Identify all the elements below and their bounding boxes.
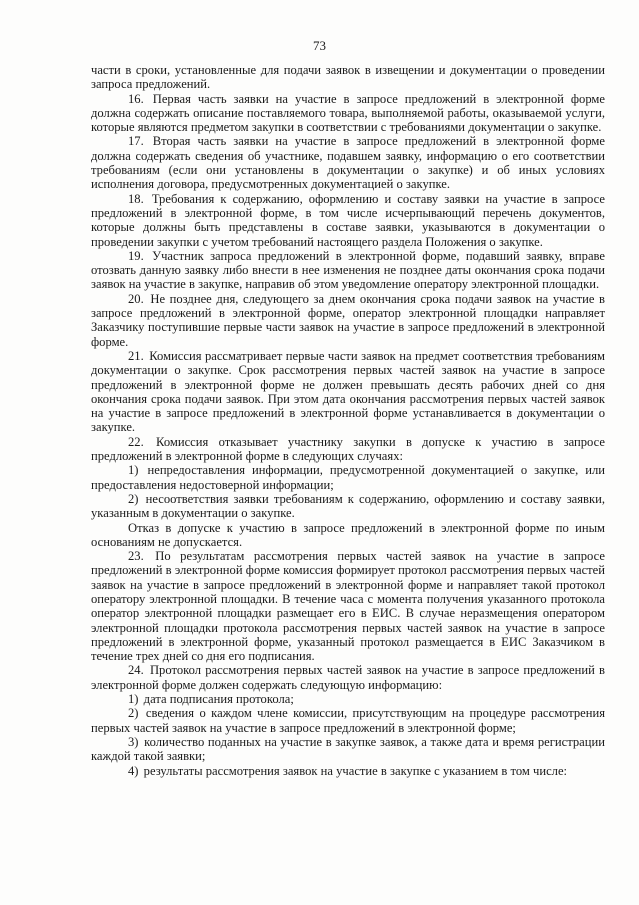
paragraph-text: части в сроки, установленные для подачи заявок в извещении и документации о проведении запроса предложений. <box>91 63 605 92</box>
paragraph-number: 20. <box>128 291 144 306</box>
list-item <box>91 764 605 778</box>
list-item-number: 4) <box>128 763 139 778</box>
list-item-text: дата подписания протокола; <box>143 692 294 707</box>
paragraph-20 <box>91 292 605 349</box>
paragraph-text: Требования к содержанию, оформлению и составу заявки на участие в запросе предложений в электронной форме, в том числе исчерпывающий перечень документов, которые должны быть представлены в составе заявки, указываются в документации о проведении закупки с учетом требований настоящего раздела Положения о закупке. <box>91 191 605 249</box>
paragraph-text: Первая часть заявки на участие в запросе предложений в электронной форме должна содержать описание поставляемого товара, выполняемой работы, оказываемой услуги, которые являются предметом закупки в соответствии с требованиями документации о закупке. <box>91 91 605 135</box>
paragraph-text: По результатам рассмотрения первых частей заявок на участие в запросе предложений в электронной форме комиссия формирует протокол рассмотрения первых частей заявок на участие в запросе предложений в электронной форме и направляет такой протокол оператору электронной площадки. В течение часа с момента получения указанного протокола оператор электронной площадки размещает его в ЕИС. В случае неразмещения оператором электронной площадки протокола рассмотрения первых частей заявок на участие в запросе предложений в электронной форме, указанный протокол размещается в ЕИС Заказчиком в течение трех дней со дня его подписания. <box>91 549 605 664</box>
paragraph-refusal-note <box>91 521 605 550</box>
list-item-number: 2) <box>128 491 139 506</box>
paragraph-text: Вторая часть заявки на участие в запросе предложений в электронной форме должна содержать сведения об участнике, подавшем заявку, информацию о его соответствии требованиям (если они установлены в документации о закупке) и об иных условиях исполнения договора, предусмотренных документацией о закупке. <box>91 134 605 192</box>
paragraph-text: Участник запроса предложений в электронной форме, подавший заявку, вправе отозвать данную заявку либо внести в нее изменения не позднее даты окончания срока подачи заявок на участие в закупке, направив об этом уведомление оператору электронной площадки. <box>91 248 605 292</box>
paragraph-number: 17. <box>128 134 144 149</box>
list-item-text: результаты рассмотрения заявок на участие в закупке с указанием в том числе: <box>143 763 568 778</box>
paragraph-text: Комиссия рассматривает первые части заявок на предмет соответствия требованиям документации о закупке. Срок рассмотрения первых частей заявок на участие в запросе предложений в электронной форме не должен превышать десять рабочих дней со дня окончания срока подачи заявок. При этом дата окончания рассмотрения первых частей заявок на участие в запросе предложений в электронной форме устанавливается в документации о закупке. <box>91 348 605 435</box>
paragraph-text: Протокол рассмотрения первых частей заявок на участие в запросе предложений в электронной форме должен содержать следующую информацию: <box>91 663 605 692</box>
list-item-number: 1) <box>128 463 139 478</box>
list-item-text: несоответствия заявки требованиям к содержанию, оформлению и составу заявки, указанным в документации о закупке. <box>91 491 605 521</box>
list-item <box>91 463 605 492</box>
list-item <box>91 735 605 764</box>
paragraph-21 <box>91 349 605 435</box>
list-item-number: 2) <box>128 706 139 721</box>
list-item <box>91 692 605 706</box>
list-item-number: 3) <box>128 734 139 749</box>
paragraph-number: 22. <box>128 434 144 449</box>
paragraph-number: 24. <box>128 663 144 678</box>
paragraph-number: 18. <box>128 191 144 206</box>
paragraph-number: 19. <box>128 248 144 263</box>
list-item <box>91 492 605 521</box>
list-item-text: количество поданных на участие в закупке заявок, а также дата и время регистрации каждой такой заявки; <box>91 734 605 764</box>
list-item <box>91 706 605 735</box>
paragraph-number: 21. <box>128 348 144 363</box>
paragraph-24 <box>91 663 605 692</box>
paragraph-16 <box>91 92 605 135</box>
list-item-number: 1) <box>128 692 139 707</box>
paragraph-23 <box>91 549 605 663</box>
paragraph-19 <box>91 249 605 292</box>
paragraph-continuation <box>91 63 605 92</box>
list-item-text: непредоставления информации, предусмотренной документацией о закупке, или предоставления недостоверной информации; <box>91 463 605 492</box>
paragraph-text: Отказ в допуске к участию в запросе предложений в электронной форме по иным основаниям не допускается. <box>91 520 605 549</box>
paragraph-number: 23. <box>128 549 144 564</box>
page-number: 73 <box>313 38 326 53</box>
list-item-text: сведения о каждом члене комиссии, присутствующим на процедуре рассмотрения первых частей заявок на участие в запросе предложений в электронной форме; <box>91 706 606 735</box>
paragraph-17 <box>91 134 605 191</box>
document-body <box>91 63 605 778</box>
paragraph-22 <box>91 435 605 464</box>
paragraph-number: 16. <box>128 91 144 106</box>
paragraph-text: Комиссия отказывает участнику закупки в допуске к участию в запросе предложений в электронной форме в следующих случаях: <box>91 434 605 464</box>
paragraph-text: Не позднее дня, следующего за днем окончания срока подачи заявок на участие в запросе предложений в электронной форме, оператор электронной площадки направляет Заказчику поступившие первые части заявок на участие в запросе предложений в электронной форме. <box>91 291 606 349</box>
paragraph-18 <box>91 192 605 249</box>
